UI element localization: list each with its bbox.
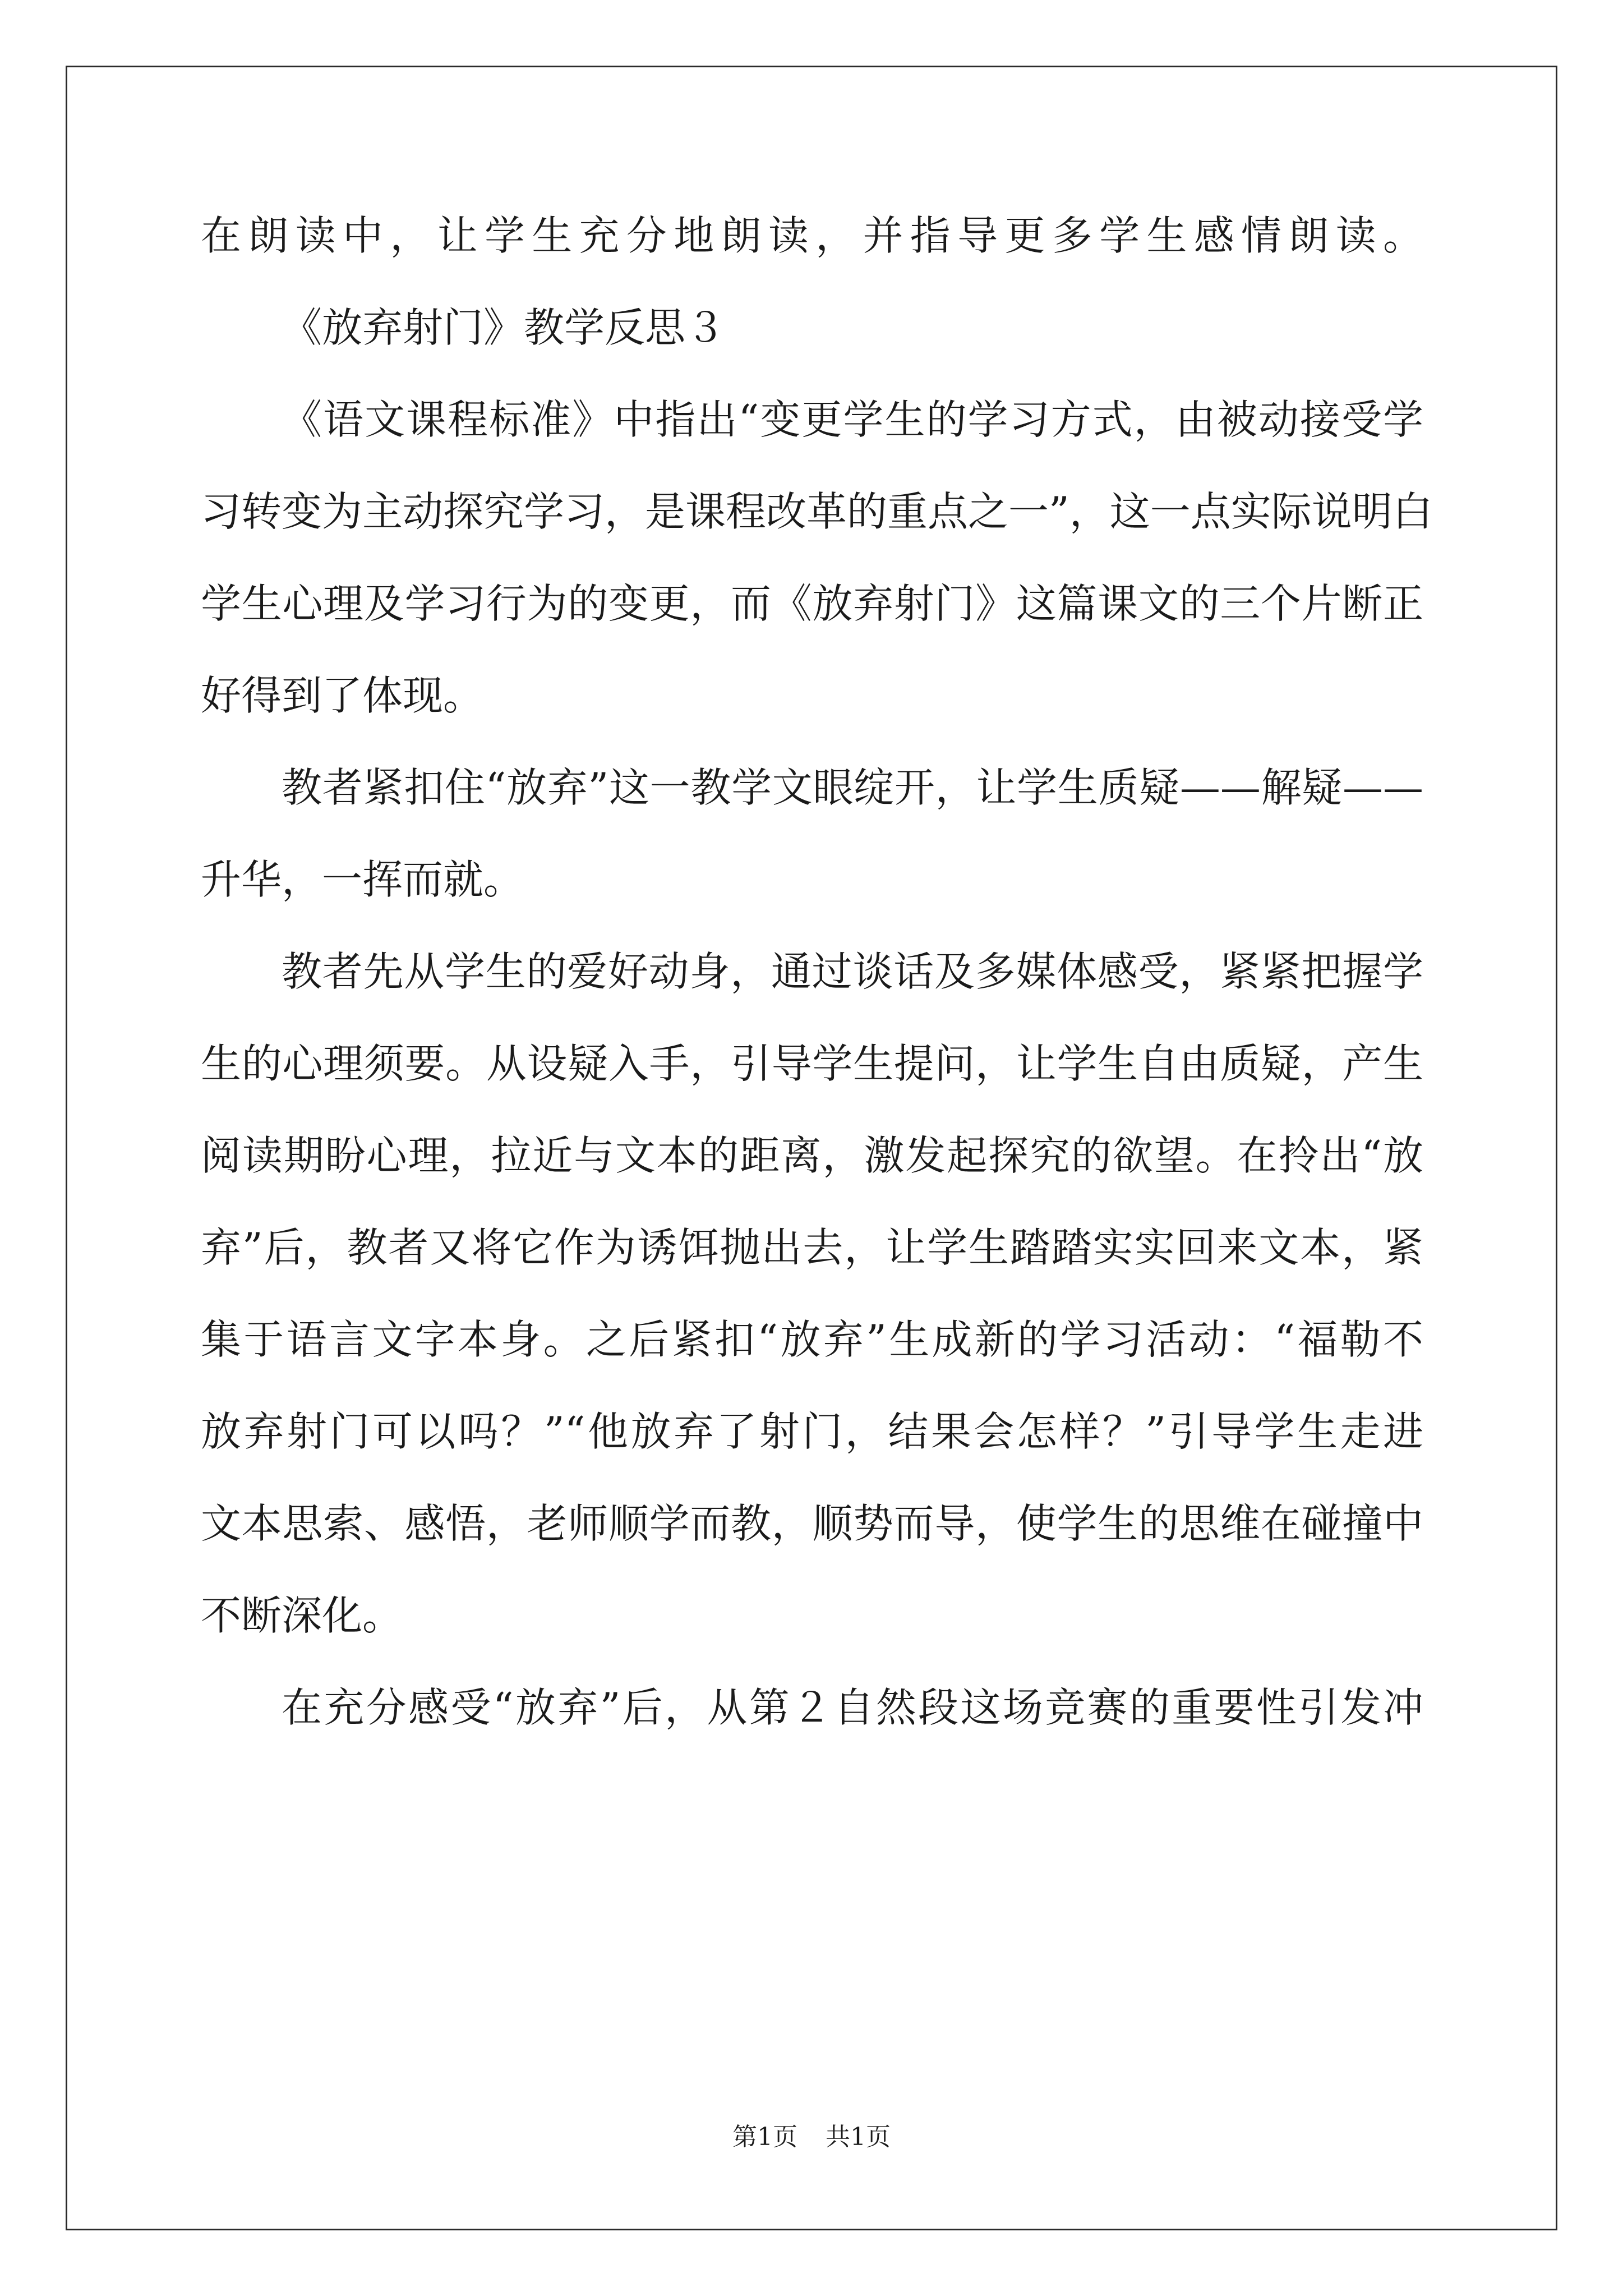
text-line: 阅读期盼心理，拉近与文本的距离，激发起探究的欲望。在拎出“放: [201, 1132, 1423, 1179]
text-line: 放弃射门可以吗？”“他放弃了射门，结果会怎样？”引导学生走进: [201, 1408, 1423, 1455]
text-line: 教者紧扣住“放弃”这一教学文眼绽开，让学生质疑——解疑——: [282, 764, 1423, 811]
page-footer: [0, 2120, 1623, 2154]
page-number: 第1页: [732, 2123, 797, 2151]
text-line: 文本思索、感悟，老师顺学而教，顺势而导，使学生的思维在碰撞中: [201, 1500, 1423, 1547]
page-total: 共1页: [826, 2123, 891, 2151]
text-line: 升华，一挥而就。: [201, 856, 524, 903]
text-line: 集于语言文字本身。之后紧扣“放弃”生成新的学习活动：“福勒不: [201, 1316, 1423, 1363]
text-line: 在朗读中，让学生充分地朗读，并指导更多学生感情朗读。: [201, 212, 1423, 259]
text-line: 习转变为主动探究学习，是课程改革的重点之一”，这一点实际说明白: [201, 488, 1433, 535]
text-line: 弃”后，教者又将它作为诱饵抛出去，让学生踏踏实实回来文本，紧: [201, 1224, 1423, 1271]
text-line: 不断深化。: [201, 1592, 403, 1639]
text-line: 学生心理及学习行为的变更，而《放弃射门》这篇课文的三个片断正: [201, 580, 1423, 627]
text-line: 教者先从学生的爱好动身，通过谈话及多媒体感受，紧紧把握学: [282, 948, 1423, 995]
text-line: 《语文课程标准》中指出“变更学生的学习方式，由被动接受学: [282, 396, 1423, 443]
section-heading: 《放弃射门》教学反思３: [282, 304, 726, 351]
text-line: 生的心理须要。从设疑入手，引导学生提问，让学生自由质疑，产生: [201, 1040, 1423, 1087]
text-line: 在充分感受“放弃”后，从第２自然段这场竞赛的重要性引发冲: [282, 1684, 1423, 1731]
text-line: 好得到了体现。: [201, 672, 484, 719]
